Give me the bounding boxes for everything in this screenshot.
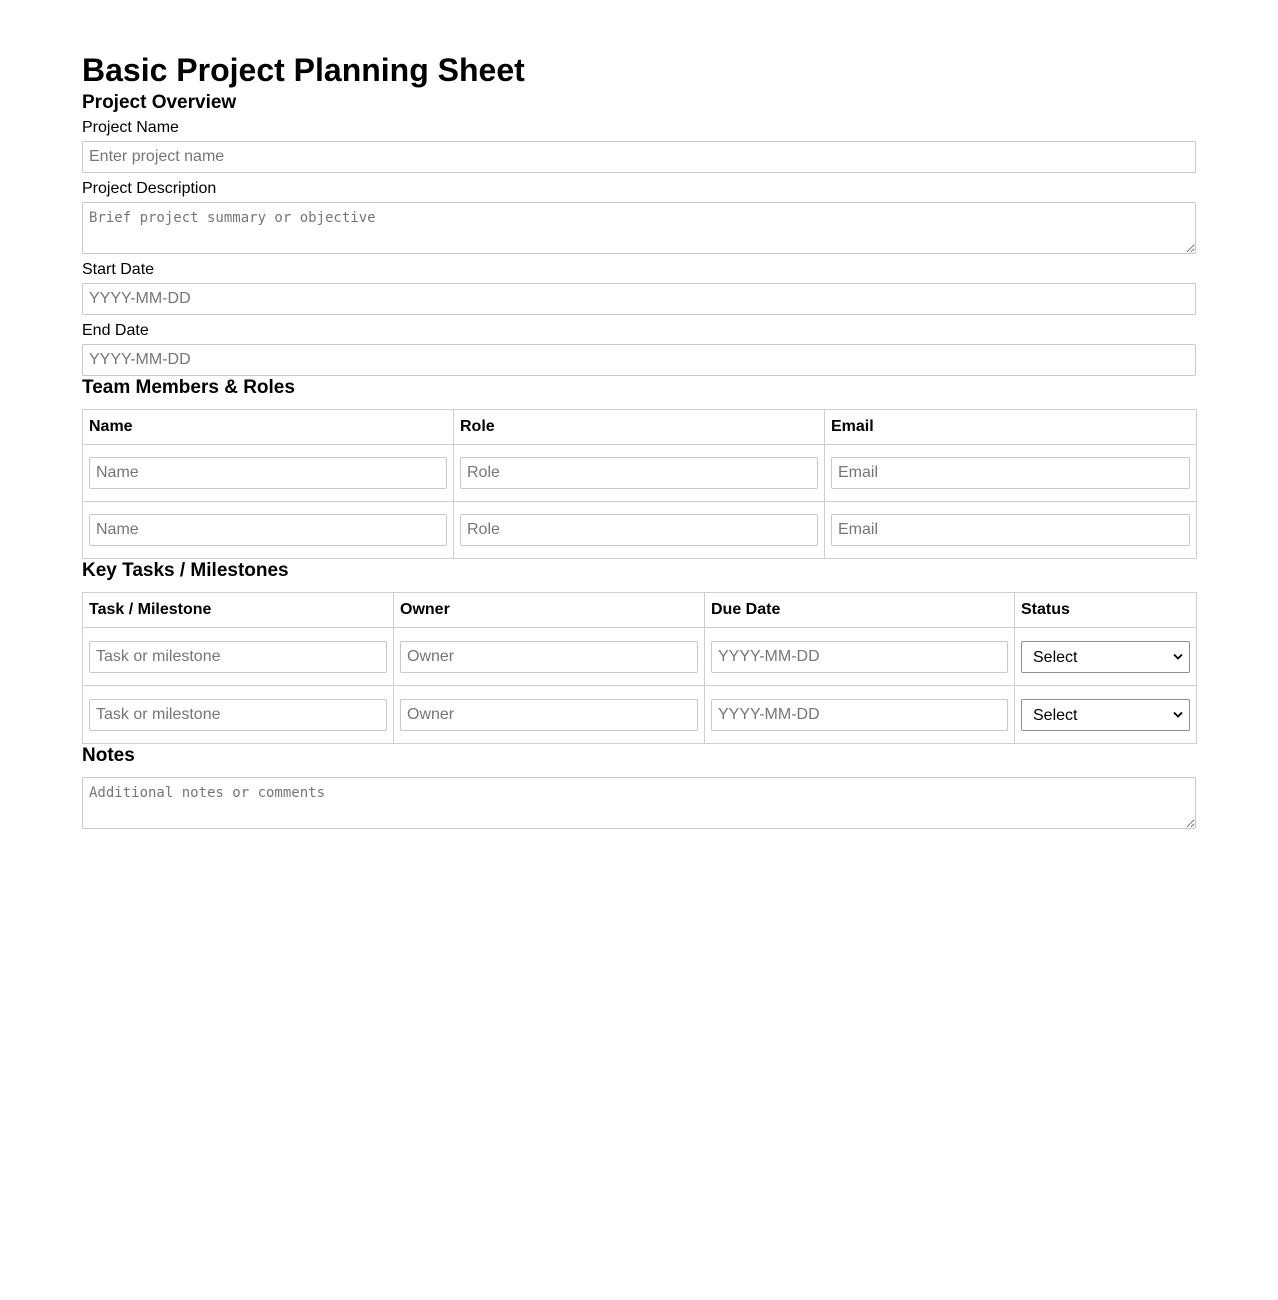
team-table [82, 409, 1197, 559]
end-date-input[interactable] [82, 344, 1196, 376]
page-title: Basic Project Planning Sheet [82, 52, 525, 88]
end-date-label: End Date [82, 322, 149, 339]
task-input[interactable] [89, 641, 387, 673]
project-description-label: Project Description [82, 180, 217, 197]
chevron-down-icon [1173, 711, 1183, 719]
task-status-value: Select [1033, 706, 1078, 724]
team-header-row [83, 410, 1197, 445]
project-name-label: Project Name [82, 119, 179, 136]
team-col-name: Name [83, 410, 454, 445]
team-row [83, 502, 1197, 559]
chevron-down-icon [1173, 653, 1183, 661]
team-heading: Team Members & Roles [82, 377, 295, 398]
tasks-table [82, 592, 1197, 744]
task-owner-input[interactable] [400, 699, 698, 731]
task-row [83, 686, 1197, 744]
team-row [83, 445, 1197, 502]
task-owner-input[interactable] [400, 641, 698, 673]
tasks-col-task: Task / Milestone [83, 593, 394, 628]
project-overview-heading: Project Overview [82, 92, 237, 113]
tasks-section [82, 559, 1196, 744]
team-name-input[interactable] [89, 514, 447, 546]
notes-textarea[interactable] [82, 777, 1196, 829]
tasks-col-due-date: Due Date [705, 593, 1015, 628]
planning-sheet [82, 0, 1196, 829]
project-overview-section [82, 91, 1196, 376]
task-status-select[interactable] [1021, 699, 1190, 731]
start-date-label: Start Date [82, 261, 155, 278]
team-email-input[interactable] [831, 514, 1190, 546]
team-col-email: Email [825, 410, 1197, 445]
task-row [83, 628, 1197, 686]
task-input[interactable] [89, 699, 387, 731]
team-col-role: Role [454, 410, 825, 445]
team-email-input[interactable] [831, 457, 1190, 489]
team-section [82, 376, 1196, 559]
tasks-col-status: Status [1015, 593, 1197, 628]
tasks-col-owner: Owner [394, 593, 705, 628]
project-description-textarea[interactable] [82, 202, 1196, 254]
notes-section [82, 744, 1196, 829]
start-date-input[interactable] [82, 283, 1196, 315]
task-due-date-input[interactable] [711, 699, 1008, 731]
task-due-date-input[interactable] [711, 641, 1008, 673]
team-name-input[interactable] [89, 457, 447, 489]
tasks-heading: Key Tasks / Milestones [82, 560, 289, 581]
task-status-select[interactable] [1021, 641, 1190, 673]
notes-heading: Notes [82, 745, 135, 766]
tasks-header-row [83, 593, 1197, 628]
team-role-input[interactable] [460, 514, 818, 546]
team-role-input[interactable] [460, 457, 818, 489]
project-name-input[interactable] [82, 141, 1196, 173]
task-status-value: Select [1033, 648, 1078, 666]
